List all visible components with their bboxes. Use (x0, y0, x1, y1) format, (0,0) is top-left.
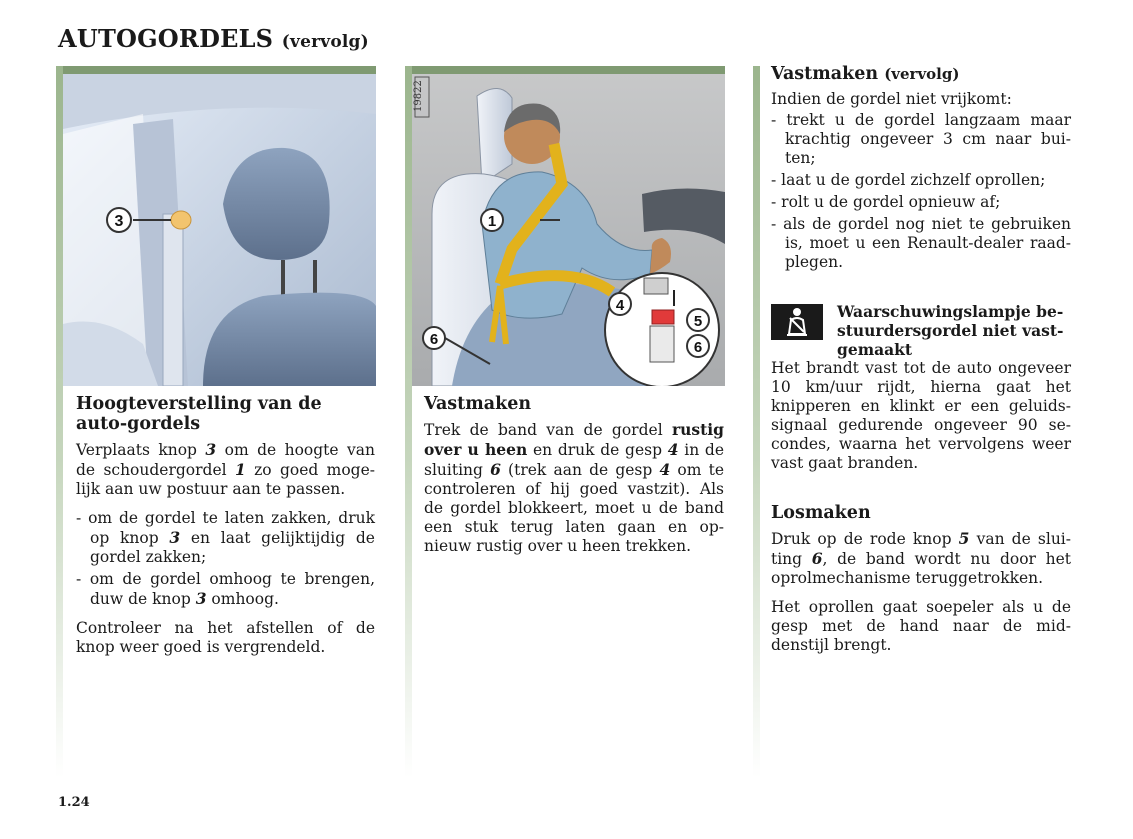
heading-release: Losmaken (771, 503, 871, 523)
list-item: - om de gordel te laten zakken, druk op knop 3 en laat gelijktijdig de gordel zakken; (76, 509, 375, 567)
col3-intro: Indien de gordel niet vrijkomt: (771, 90, 1012, 108)
col1-closing: Controleer na het afstellen of de knop weer goed is vergrendeld. (76, 619, 375, 656)
column-bar-1 (56, 66, 63, 778)
column-bar-2 (405, 66, 412, 778)
col1-list (76, 509, 375, 609)
page-number: 1.24 (58, 795, 90, 810)
list-item: - laat u de gordel zichzelf oprollen; (771, 171, 1071, 190)
col1-intro: Verplaats knop 3 om de hoogte van de schoudergordel 1 zo goed moge-lijk aan uw postuur aan te passen. (76, 440, 375, 498)
callout-1: 1 (487, 213, 497, 230)
callout-4: 4 (615, 297, 625, 314)
page-title: AUTOGORDELS (vervolg) (58, 24, 369, 53)
heading-fasten: Vastmaken (424, 394, 532, 414)
list-item: - om de gordel omhoog te brengen, duw de knop 3 omhoog. (76, 570, 375, 609)
heading-height-adjust: Hoogteverstelling van de auto-gordels (76, 394, 322, 434)
warning-body: Het brandt vast tot de auto ongeveer 10 km/uur rijdt, hierna gaat het knipperen en klinkt er een geluids-signaal gedurende ongeveer 90 se-condes, waarna het vervolgens weer vast gaat branden. (771, 359, 1071, 472)
list-item: - als de gordel nog niet te gebruiken is, moet u een Renault-dealer raad-plegen. (771, 215, 1071, 272)
col2-body: Trek de band van de gordel rustig over u heen en druk de gesp 4 in de sluiting 6 (trek aan de gesp 4 om te controleren of hij goed vastzit). Als de gordel blokkeert, moet u de band een stuk terug laten gaan en op-nieuw rustig over u heen trekken. (424, 420, 725, 555)
callout-6: 6 (429, 331, 439, 348)
figure-ref-code: 19822 (413, 80, 424, 112)
column-2 (424, 394, 724, 566)
release-body: Druk op de rode knop 5 van de slui-ting 6, de band wordt nu door het oprolmechanisme teruggetrokken. (771, 529, 1071, 587)
callout-5: 5 (693, 313, 703, 330)
figure-height-adjuster (63, 66, 376, 386)
seatbelt-warning-icon (771, 304, 823, 340)
callout-6-buckle: 6 (693, 339, 703, 356)
callout-3: 3 (114, 213, 124, 230)
warning-title: Waarschuwingslampje be-stuurdersgordel niet vast-gemaakt (837, 302, 1064, 359)
figure-fasten-belt (412, 66, 725, 386)
page-subtitle: (vervolg) (281, 32, 369, 52)
warning-lamp-note (771, 302, 1071, 359)
column-1 (76, 394, 375, 667)
column-3 (771, 64, 1071, 665)
release-tip: Het oprollen gaat soepeler als u de gesp met de hand naar de mid-denstijl brengt. (771, 598, 1071, 654)
col3-list (771, 111, 1071, 272)
list-item: - trekt u de gordel langzaam maar krachtig ongeveer 3 cm naar bui-ten; (771, 111, 1071, 168)
column-bar-3 (753, 66, 760, 778)
heading-fasten-cont: Vastmaken (vervolg) (771, 64, 960, 84)
list-item: - rolt u de gordel opnieuw af; (771, 193, 1071, 212)
